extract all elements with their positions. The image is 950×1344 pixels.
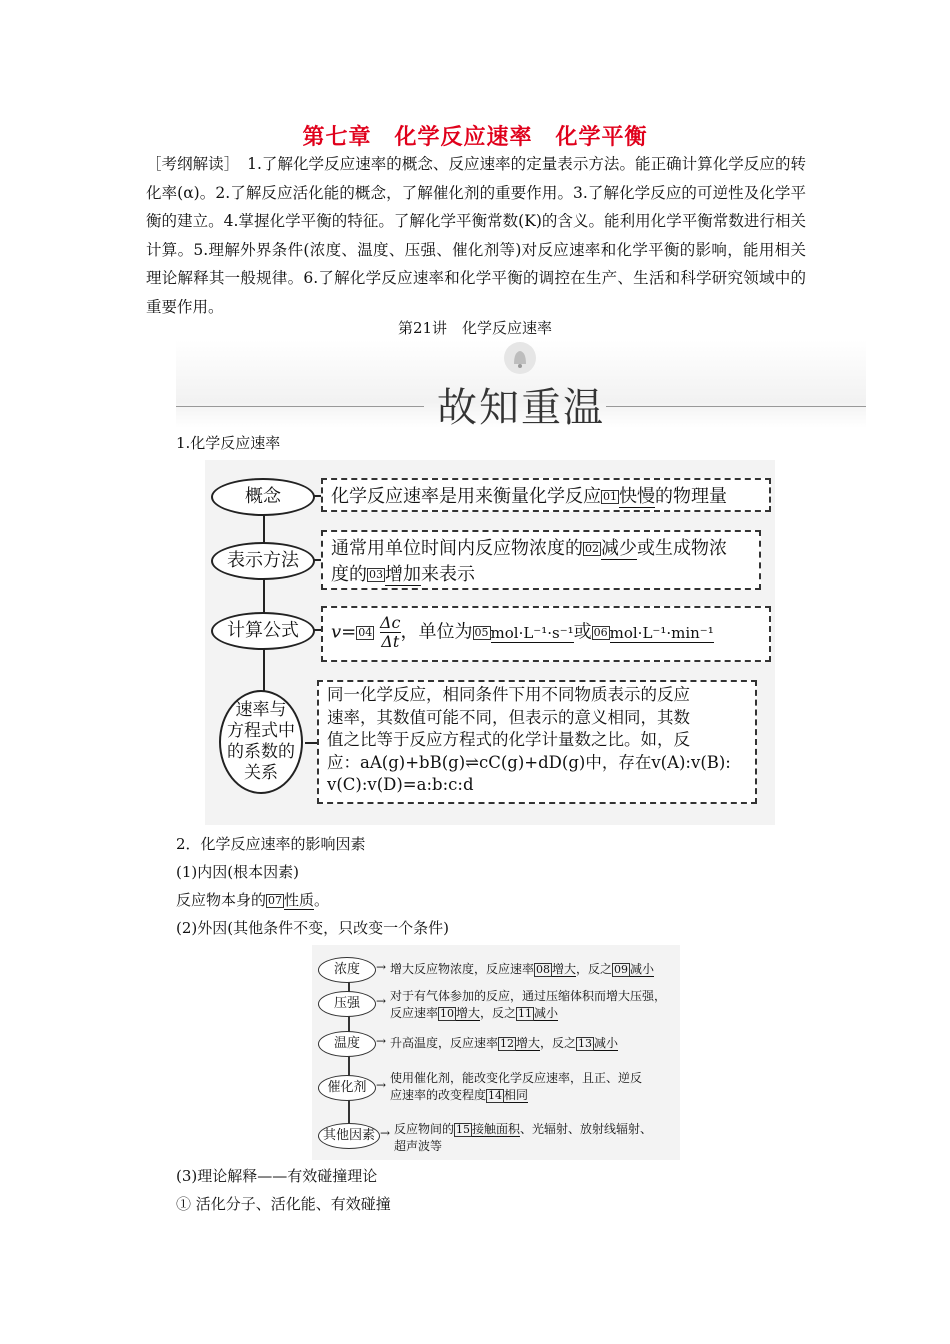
factor-catalyst: 催化剂	[318, 1075, 376, 1101]
text: 的物理量	[655, 486, 727, 507]
blank-number: 04	[358, 625, 373, 639]
node-concept: 概念	[211, 478, 315, 516]
factor-temperature: 温度	[318, 1031, 376, 1057]
blank-number: 14	[488, 1088, 503, 1102]
other-text	[394, 1121, 652, 1155]
text: v=	[331, 621, 357, 643]
blank-number: 08	[536, 962, 551, 976]
text: 来表示	[421, 564, 475, 585]
blank-answer: 减小	[630, 962, 655, 976]
blank-number: 12	[500, 1036, 515, 1050]
factor-concentration: 浓度	[318, 957, 376, 983]
theory-item-1: ① 活化分子、活化能、有效碰撞	[176, 1195, 391, 1213]
section2-heading: 2．化学反应速率的影响因素	[176, 835, 366, 853]
text-line: 应：aA(g)+bB(g)⇌cC(g)+dD(g)中，存在v(A):v(B):	[327, 752, 731, 772]
node-formula: 计算公式	[211, 612, 315, 650]
blank-number: 11	[518, 1006, 533, 1020]
text-line: 值之比等于反应方程式的化学计量数之比。如，反	[327, 730, 690, 749]
blank-answer: 增大	[552, 962, 577, 976]
blank-answer: 快慢	[619, 486, 655, 507]
text: 或生成物浓	[637, 538, 727, 559]
fraction-bottom: Δt	[381, 632, 400, 651]
temperature-text	[390, 1035, 618, 1052]
fraction	[380, 614, 401, 651]
text-line: 超声波等	[394, 1139, 443, 1153]
blank-answer: 增大	[516, 1036, 541, 1050]
arrow-icon: →	[376, 994, 387, 1008]
blank-number: 09	[614, 962, 629, 976]
arrow-icon: →	[376, 1078, 387, 1092]
text: ，反之	[576, 962, 613, 976]
blank-number: 06	[593, 625, 608, 639]
label-line: 的系数的	[227, 742, 295, 762]
box-concept	[321, 478, 771, 512]
blank-number: 15	[456, 1122, 471, 1136]
blank-answer: mol·L⁻¹·min⁻¹	[609, 623, 714, 642]
text-line: 对于有气体参加的反应，通过压缩体积而增大压强，	[390, 989, 667, 1003]
text: 升高温度，反应速率	[390, 1036, 499, 1050]
node-coefficient-relation	[219, 690, 303, 794]
text: 通常用单位时间内反应物浓度的	[331, 538, 583, 559]
blank-answer: 性质	[284, 891, 315, 909]
link-formula	[313, 629, 321, 631]
blank-answer: 增加	[385, 564, 421, 585]
text: 度的	[331, 564, 367, 585]
banner-divider-right	[606, 406, 866, 407]
box-representation	[321, 530, 761, 590]
internal-heading: (1)内因(根本因素)	[176, 863, 299, 881]
blank-number: 01	[603, 490, 617, 503]
blank-answer: 增大	[456, 1006, 481, 1020]
review-banner	[176, 340, 866, 431]
theory-heading: (3)理论解释——有效碰撞理论	[176, 1167, 378, 1185]
blank-answer: 相同	[504, 1088, 529, 1102]
blank-number: 13	[578, 1036, 593, 1050]
label-line: 方程式中	[227, 721, 295, 741]
text-line: 同一化学反应，相同条件下用不同物质表示的反应	[327, 685, 690, 704]
text: 增大反应物浓度，反应速率	[390, 962, 535, 976]
factor-other: 其他因素	[318, 1123, 380, 1149]
blank-number: 07	[268, 894, 283, 907]
text: ，反之	[480, 1006, 517, 1020]
rate-concept-map	[205, 460, 775, 825]
box-formula	[321, 606, 771, 662]
section1-heading: 1.化学反应速率	[176, 434, 281, 452]
text-line: 使用催化剂，能改变化学反应速率，且正、逆反	[390, 1071, 643, 1085]
text: 反应物间的	[394, 1122, 455, 1136]
bell-icon	[504, 342, 536, 374]
blank-answer: mol·L⁻¹·s⁻¹	[490, 623, 574, 642]
text: 或	[573, 621, 592, 643]
blank-number: 10	[440, 1006, 455, 1020]
fraction-top: Δc	[380, 613, 401, 632]
external-heading: (2)外因(其他条件不变，只改变一个条件)	[176, 919, 449, 937]
text: 反应物本身的	[176, 891, 267, 909]
concentration-text	[390, 961, 654, 978]
text: ，单位为	[400, 621, 473, 643]
blank-answer: 减小	[594, 1036, 619, 1050]
text: 反应速率	[390, 1006, 439, 1020]
blank-answer: 减少	[601, 538, 637, 559]
blank-number: 05	[474, 625, 489, 639]
node-representation: 表示方法	[211, 542, 315, 580]
link-concept	[313, 495, 321, 497]
label-line: 关系	[244, 763, 278, 783]
label-line: 速率与	[235, 700, 287, 720]
text: 、光辐射、放射线辐射、	[520, 1122, 653, 1136]
factor-pressure: 压强	[318, 991, 376, 1017]
pressure-text	[390, 988, 666, 1022]
chapter-title: 第七章 化学反应速率 化学平衡	[302, 125, 648, 150]
internal-text	[176, 889, 329, 910]
text: ，反之	[540, 1036, 577, 1050]
text: 。	[314, 891, 330, 909]
text: 化学反应速率是用来衡量化学反应	[331, 486, 601, 507]
blank-answer: 减小	[534, 1006, 559, 1020]
blank-number: 02	[585, 542, 599, 555]
text-line: 速率，其数值可能不同，但表示的意义相同，其数	[327, 707, 690, 727]
banner-divider-left	[176, 406, 424, 407]
syllabus-intro: ［考纲解读］ 1.了解化学反应速率的概念、反应速率的定量表示方法。能正确计算化学反应的转化率(α)。2.了解反应活化能的概念，了解催化剂的重要作用。3.了解化学反应的可逆性及化学平衡的建立。4.掌握化学平衡的特征。了解化学平衡常数(K)的含义。能利用化学平衡常数进行相关计算。5.理解外界条件(浓度、温度、压强、催化剂等)对反应速率和化学平衡的影响，能用相关理论解释其一般规律。6.了解化学反应速率和化学平衡的调控在生产、生活和科学研究领域中的重要作用。	[146, 155, 806, 316]
text-line: v(C):v(D)=a:b:c:d	[327, 775, 474, 794]
arrow-icon: →	[376, 1034, 387, 1048]
banner-title: 故知重温	[437, 385, 605, 431]
blank-number: 03	[369, 568, 383, 581]
catalyst-text	[390, 1070, 642, 1104]
blank-answer: 接触面积	[472, 1122, 521, 1136]
box-relation	[317, 680, 757, 804]
factors-diagram	[312, 945, 680, 1160]
arrow-icon: →	[376, 960, 387, 974]
link-representation	[313, 559, 321, 561]
lecture-title: 第21讲 化学反应速率	[397, 319, 553, 337]
text: 应速率的改变程度	[390, 1088, 487, 1102]
arrow-icon: →	[380, 1126, 391, 1140]
